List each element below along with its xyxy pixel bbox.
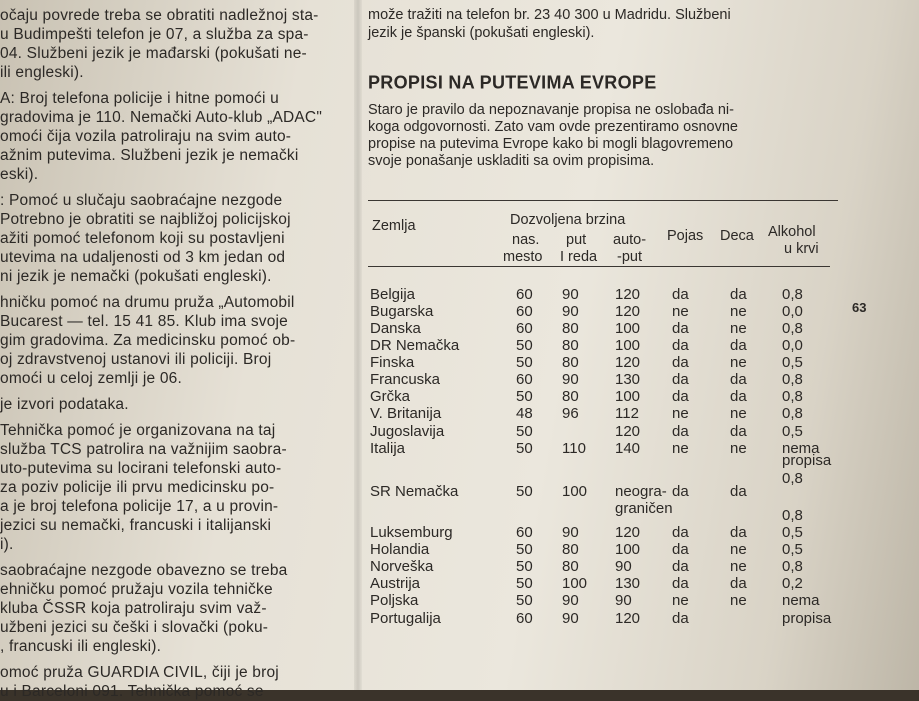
- section-heading: PROPISI NA PUTEVIMA EVROPE: [368, 71, 657, 93]
- cell-pojas: ne: [672, 303, 689, 320]
- left-text-line: ni jezik je nemački (pokušati engleski).: [0, 268, 272, 285]
- cell-deca: ne: [730, 354, 747, 371]
- table-row: [370, 507, 890, 525]
- table-row: [370, 452, 890, 470]
- cell-alkohol: 0,8: [782, 507, 803, 524]
- cell-auto-put: 100: [615, 541, 641, 558]
- table-row: [370, 592, 890, 610]
- table-header-rule: [368, 266, 830, 267]
- paragraph-gap: [0, 82, 350, 89]
- cell-nas-mesto: 60: [516, 610, 533, 627]
- book-gutter: [354, 0, 362, 690]
- cell-pojas: da: [672, 541, 689, 558]
- cell-country: Jugoslavija: [370, 423, 445, 440]
- cell-country: Holandia: [370, 541, 430, 558]
- cell-auto-put: 140: [615, 440, 641, 457]
- left-text-line: Bucarest — tel. 15 41 85. Klub ima svoje: [0, 313, 289, 330]
- paragraph-gap: [0, 656, 350, 663]
- cell-deca: da: [730, 337, 747, 354]
- cell-auto-put: neogra-: [615, 483, 667, 500]
- header-brzina: Dozvoljena brzina: [510, 212, 626, 228]
- cell-country: Italija: [370, 440, 406, 457]
- left-text-line: utevima na udaljenosti od 3 km jedan od: [0, 249, 286, 266]
- cell-pojas: ne: [672, 405, 689, 422]
- cell-nas-mesto: 50: [516, 592, 533, 609]
- cell-deca: ne: [730, 320, 747, 337]
- intro-line: Staro je pravilo da nepoznavanje propisa ne oslobađa ni-: [368, 102, 734, 118]
- cell-put-i-reda: 100: [562, 575, 588, 592]
- paragraph-gap: [0, 414, 350, 421]
- cell-alkohol: 0,0: [782, 337, 803, 354]
- cell-put-i-reda: 90: [562, 610, 579, 627]
- cell-country: Finska: [370, 354, 415, 371]
- cell-pojas: da: [672, 483, 689, 500]
- left-text-line: gim gradovima. Za medicinsku pomoć ob-: [0, 332, 296, 349]
- cell-nas-mesto: 50: [516, 541, 533, 558]
- table-row: [370, 575, 890, 593]
- top-text-line-2: jezik je španski (pokušati engleski).: [368, 25, 595, 41]
- cell-country: Austrija: [370, 575, 421, 592]
- left-text-line: u Budimpešti telefon je 07, a služba za spa-: [0, 26, 309, 43]
- cell-country: Luksemburg: [370, 524, 453, 541]
- left-text-line: omoći čija vozila patroliraju na svim auto-: [0, 128, 292, 145]
- cell-pojas: ne: [672, 592, 689, 609]
- header-nas-1: nas.: [512, 232, 540, 248]
- cell-nas-mesto: 48: [516, 405, 533, 422]
- cell-put-i-reda: 80: [562, 337, 579, 354]
- cell-pojas: da: [672, 558, 689, 575]
- cell-put-i-reda: 90: [562, 371, 579, 388]
- table-top-rule: [368, 200, 838, 201]
- cell-deca: da: [730, 483, 747, 500]
- left-text-line: služba TCS patrolira na važnijim saobra-: [0, 441, 287, 458]
- page-number: 63: [852, 300, 867, 315]
- left-text-line: : Pomoć u slučaju saobraćajne nezgode: [0, 192, 283, 209]
- left-text-line: Potrebno je obratiti se najbližoj policijskoj: [0, 211, 291, 228]
- left-text-line: saobraćajne nezgode obavezno se treba: [0, 562, 288, 579]
- header-zemlja: Zemlja: [372, 218, 416, 234]
- cell-nas-mesto: 50: [516, 440, 533, 457]
- left-text-line: užbeni jezici su češki i slovački (poku-: [0, 619, 269, 636]
- cell-deca: da: [730, 286, 747, 303]
- paragraph-gap: [0, 388, 350, 395]
- cell-country: SR Nemačka: [370, 483, 459, 500]
- cell-nas-mesto: 50: [516, 423, 533, 440]
- cell-put-i-reda: 80: [562, 320, 579, 337]
- left-text-line: oj zdravstvenoj ustanovi ili policiji. Broj: [0, 351, 272, 368]
- cell-country: Norveška: [370, 558, 434, 575]
- left-text-line: , francuski ili engleski).: [0, 638, 162, 655]
- left-text-line: a je broj telefona policije 17, a u provin-: [0, 498, 279, 515]
- cell-country: Portugalija: [370, 610, 441, 627]
- table-row: [370, 405, 890, 423]
- cell-alkohol: 0,5: [782, 354, 803, 371]
- cell-alkohol: 0,8: [782, 320, 803, 337]
- cell-auto-put: 100: [615, 320, 641, 337]
- intro-line: propise na putevima Evrope kako bi mogli blagovremeno: [368, 136, 734, 152]
- header-nas-2: mesto: [503, 249, 543, 265]
- table-row: [370, 354, 890, 372]
- cell-deca: ne: [730, 592, 747, 609]
- cell-auto-put: 120: [615, 286, 641, 303]
- cell-auto-put: 112: [615, 405, 639, 422]
- cell-nas-mesto: 50: [516, 575, 533, 592]
- table-row: [370, 286, 890, 304]
- cell-alkohol: 0,5: [782, 423, 803, 440]
- table-row: [370, 388, 890, 406]
- left-text-line: je izvori podataka.: [0, 396, 129, 413]
- intro-line: koga odgovornosti. Zato vam ovde prezentiramo osnovne: [368, 119, 738, 135]
- cell-put-i-reda: 80: [562, 541, 579, 558]
- left-text-line: Tehnička pomoć je organizovana na taj: [0, 422, 276, 439]
- left-text-line: u i Barceloni 091. Tehnička pomoć se: [0, 683, 264, 700]
- table-row: [370, 320, 890, 338]
- cell-nas-mesto: 60: [516, 286, 533, 303]
- cell-nas-mesto: 50: [516, 388, 533, 405]
- cell-put-i-reda: 90: [562, 303, 579, 320]
- header-auto-1: auto-: [613, 232, 647, 248]
- cell-deca: ne: [730, 303, 747, 320]
- cell-auto-put: 100: [615, 337, 641, 354]
- table-row: [370, 303, 890, 321]
- cell-deca: da: [730, 524, 747, 541]
- cell-nas-mesto: 60: [516, 320, 533, 337]
- cell-alkohol: 0,5: [782, 541, 803, 558]
- intro-paragraph: [368, 102, 868, 170]
- paragraph-gap: [0, 184, 350, 191]
- cell-pojas: da: [672, 286, 689, 303]
- table-row: [370, 337, 890, 355]
- cell-auto-put: 90: [615, 592, 632, 609]
- left-text-line: omoć pruža GUARDIA CIVIL, čiji je broj: [0, 664, 279, 681]
- table-row: [370, 371, 890, 389]
- cell-put-i-reda: 110: [562, 440, 586, 457]
- cell-nas-mesto: 60: [516, 524, 533, 541]
- cell-alkohol: propisa: [782, 452, 832, 469]
- cell-deca: da: [730, 423, 747, 440]
- table-row: [370, 558, 890, 576]
- left-text-line: ažiti pomoć telefonom koji su postavljeni: [0, 230, 285, 247]
- cell-alkohol: 0,8: [782, 558, 803, 575]
- cell-alkohol: 0,2: [782, 575, 803, 592]
- header-alkohol-2: u krvi: [784, 241, 819, 257]
- cell-pojas: ne: [672, 440, 689, 457]
- cell-pojas: da: [672, 354, 689, 371]
- cell-country: DR Nemačka: [370, 337, 460, 354]
- cell-nas-mesto: 50: [516, 337, 533, 354]
- header-alkohol-1: Alkohol: [768, 224, 816, 240]
- left-text-line: za poziv policije ili prvu medicinsku po-: [0, 479, 275, 496]
- cell-nas-mesto: 60: [516, 371, 533, 388]
- cell-alkohol: 0,5: [782, 524, 803, 541]
- cell-alkohol: nema: [782, 592, 820, 609]
- cell-pojas: da: [672, 337, 689, 354]
- cell-alkohol: 0,0: [782, 303, 803, 320]
- cell-pojas: da: [672, 423, 689, 440]
- cell-deca: da: [730, 575, 747, 592]
- left-text-line: ili engleski).: [0, 64, 84, 81]
- header-auto-2: -put: [617, 249, 642, 265]
- right-text-column: [368, 6, 868, 170]
- cell-put-i-reda: 80: [562, 354, 579, 371]
- left-text-line: eski).: [0, 166, 39, 183]
- cell-nas-mesto: 50: [516, 558, 533, 575]
- cell-pojas: da: [672, 371, 689, 388]
- cell-alkohol: nema: [782, 440, 820, 457]
- cell-country: Francuska: [370, 371, 441, 388]
- cell-alkohol: 0,8: [782, 371, 803, 388]
- cell-pojas: da: [672, 610, 689, 627]
- cell-auto-put: 90: [615, 558, 632, 575]
- intro-line: svoje ponašanje uskladiti sa ovim propisima.: [368, 153, 655, 169]
- cell-alkohol: 0,8: [782, 405, 803, 422]
- cell-deca: ne: [730, 440, 747, 457]
- cell-country: Grčka: [370, 388, 411, 405]
- cell-alkohol: 0,8: [782, 388, 803, 405]
- cell-pojas: da: [672, 524, 689, 541]
- cell-country: Belgija: [370, 286, 416, 303]
- cell-auto-put: graničen: [615, 500, 673, 517]
- cell-nas-mesto: 60: [516, 303, 533, 320]
- left-text-line: gradovima je 110. Nemački Auto-klub „ADAC": [0, 109, 323, 126]
- cell-put-i-reda: 80: [562, 388, 579, 405]
- cell-auto-put: 100: [615, 388, 641, 405]
- cell-put-i-reda: 80: [562, 558, 579, 575]
- cell-country: Bugarska: [370, 303, 434, 320]
- table-row: [370, 541, 890, 559]
- cell-country: V. Britanija: [370, 405, 442, 422]
- left-text-line: ažnim putevima. Službeni jezik je nemački: [0, 147, 299, 164]
- cell-nas-mesto: 50: [516, 354, 533, 371]
- cell-pojas: da: [672, 575, 689, 592]
- header-deca: Deca: [720, 228, 754, 244]
- cell-auto-put: 120: [615, 423, 641, 440]
- table-row: [370, 423, 890, 441]
- cell-pojas: da: [672, 388, 689, 405]
- cell-auto-put: 120: [615, 524, 641, 541]
- cell-deca: da: [730, 371, 747, 388]
- cell-alkohol: propisa: [782, 610, 832, 627]
- left-text-line: ehničku pomoć pružaju vozila tehničke: [0, 581, 273, 598]
- left-text-line: 04. Službeni jezik je mađarski (pokušati ne-: [0, 45, 307, 62]
- cell-alkohol: 0,8: [782, 286, 803, 303]
- cell-auto-put: 130: [615, 575, 641, 592]
- cell-country: Poljska: [370, 592, 419, 609]
- left-text-line: očaju povrede treba se obratiti nadležnoj sta-: [0, 7, 319, 24]
- cell-put-i-reda: 90: [562, 286, 579, 303]
- table-row: [370, 483, 890, 501]
- cell-auto-put: 130: [615, 371, 641, 388]
- left-text-line: omoći u celoj zemlji je 06.: [0, 370, 183, 387]
- cell-put-i-reda: 100: [562, 483, 588, 500]
- top-text-line-1: može tražiti na telefon br. 23 40 300 u Madridu. Službeni: [368, 7, 731, 23]
- left-text-line: hničku pomoć na drumu pruža „Automobil: [0, 294, 295, 311]
- header-put-1: put: [566, 232, 587, 248]
- cell-country: Danska: [370, 320, 421, 337]
- header-pojas: Pojas: [667, 228, 704, 244]
- cell-auto-put: 120: [615, 303, 641, 320]
- cell-put-i-reda: 90: [562, 592, 579, 609]
- paragraph-gap: [0, 286, 350, 293]
- cell-put-i-reda: 96: [562, 405, 579, 422]
- cell-auto-put: 120: [615, 354, 641, 371]
- left-text-line: uto-putevima su locirani telefonski auto-: [0, 460, 282, 477]
- left-text-column: [0, 6, 350, 701]
- paragraph-gap: [0, 554, 350, 561]
- cell-deca: ne: [730, 541, 747, 558]
- cell-nas-mesto: 50: [516, 483, 533, 500]
- left-text-line: i).: [0, 536, 14, 553]
- left-text-line: kluba ČSSR koja patroliraju svim važ-: [0, 600, 267, 617]
- table-row: [370, 610, 890, 628]
- header-put-2: I reda: [560, 249, 598, 265]
- cell-deca: ne: [730, 558, 747, 575]
- left-text-line: A: Broj telefona policije i hitne pomoći u: [0, 90, 279, 107]
- cell-put-i-reda: 90: [562, 524, 579, 541]
- cell-deca: da: [730, 388, 747, 405]
- left-text-line: jezici su nemački, francuski i italijanski: [0, 517, 272, 534]
- cell-alkohol: 0,8: [782, 470, 803, 487]
- cell-pojas: da: [672, 320, 689, 337]
- cell-deca: ne: [730, 405, 747, 422]
- table-row: [370, 524, 890, 542]
- cell-auto-put: 120: [615, 610, 641, 627]
